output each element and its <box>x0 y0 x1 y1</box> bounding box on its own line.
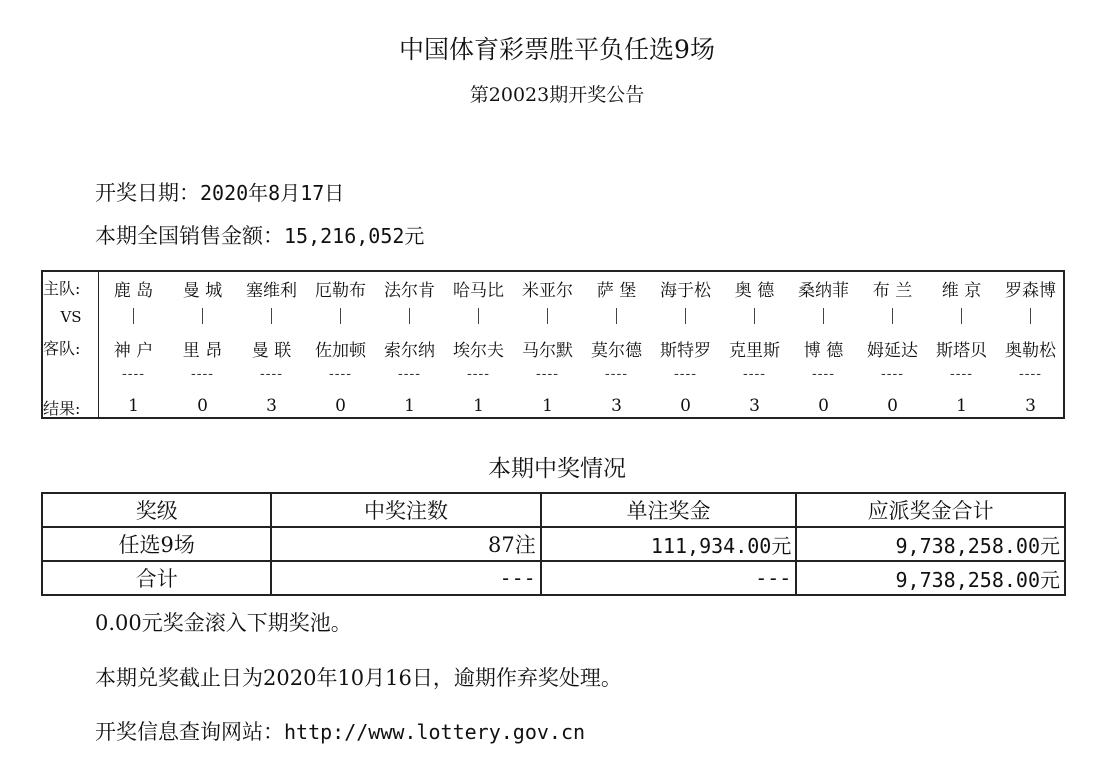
away-row-label: 客队: <box>43 339 81 358</box>
home-team: 海于松 <box>660 281 711 301</box>
match-column <box>168 272 237 417</box>
website-line <box>95 716 585 746</box>
per-bet-prize: --- <box>541 561 797 595</box>
away-team: 博 德 <box>803 341 844 361</box>
dash-separator: ---- <box>743 366 766 382</box>
home-team: 塞维利 <box>246 281 297 301</box>
vs-separator-bar <box>133 308 134 324</box>
vs-separator-bar <box>547 308 548 324</box>
dash-separator: ---- <box>536 366 559 382</box>
website-label: 开奖信息查询网站： <box>95 720 284 744</box>
home-team: 奥 德 <box>734 281 775 301</box>
match-result: 1 <box>128 396 139 416</box>
vs-separator-bar <box>409 308 410 324</box>
home-team: 法尔肯 <box>384 281 435 301</box>
vs-separator-bar <box>1030 308 1031 324</box>
dash-separator: ---- <box>1019 366 1042 382</box>
vs-marker <box>306 308 375 328</box>
prize-table <box>41 492 1066 596</box>
rollover-note: 0.00元奖金滚入下期奖池。 <box>95 611 352 635</box>
match-column <box>651 272 720 417</box>
vs-separator-bar <box>754 308 755 324</box>
vs-marker <box>168 308 237 328</box>
away-team: 神 户 <box>113 341 154 361</box>
match-result: 0 <box>887 396 898 416</box>
dash-separator: ---- <box>329 366 352 382</box>
per-bet-prize: 111,934.00元 <box>541 527 797 561</box>
home-team: 布 兰 <box>872 281 913 301</box>
away-team: 曼 联 <box>251 341 292 361</box>
prize-heading: 本期中奖情况 <box>488 456 626 482</box>
match-column <box>237 272 306 417</box>
vs-marker <box>237 308 306 328</box>
match-result: 3 <box>611 396 622 416</box>
match-result: 0 <box>818 396 829 416</box>
home-team: 罗森博 <box>1005 281 1056 301</box>
prize-level: 合计 <box>42 561 271 595</box>
col-header-total: 应派奖金合计 <box>796 493 1065 527</box>
home-team: 厄勒布 <box>315 281 366 301</box>
dash-separator: ---- <box>398 366 421 382</box>
match-result: 3 <box>266 396 277 416</box>
draw-date-label: 开奖日期： <box>95 181 200 205</box>
away-team: 马尔默 <box>522 341 573 361</box>
away-team: 克里斯 <box>729 341 780 361</box>
vs-row-label: VS <box>60 308 82 326</box>
sales-line <box>95 220 424 250</box>
dash-separator: ---- <box>191 366 214 382</box>
match-result: 0 <box>197 396 208 416</box>
page-title: 中国体育彩票胜平负任选9场 <box>399 35 715 64</box>
draw-date-line <box>95 177 344 207</box>
website-link[interactable]: http://www.lottery.gov.cn <box>284 720 586 744</box>
table-row <box>42 561 1065 595</box>
match-row-labels <box>43 272 99 417</box>
match-result: 1 <box>542 396 553 416</box>
match-result: 3 <box>1025 396 1036 416</box>
table-row <box>42 527 1065 561</box>
match-result: 0 <box>680 396 691 416</box>
vs-marker <box>789 308 858 328</box>
home-team: 米亚尔 <box>522 281 573 301</box>
vs-marker <box>99 308 168 328</box>
vs-separator-bar <box>616 308 617 324</box>
match-column <box>375 272 444 417</box>
vs-marker <box>375 308 444 328</box>
match-column <box>99 272 168 417</box>
match-column <box>858 272 927 417</box>
match-column <box>444 272 513 417</box>
home-team: 桑纳菲 <box>798 281 849 301</box>
match-result: 1 <box>473 396 484 416</box>
match-column <box>789 272 858 417</box>
deadline-note: 本期兑奖截止日为2020年10月16日，逾期作弃奖处理。 <box>95 666 622 690</box>
match-column <box>996 272 1065 417</box>
vs-marker <box>651 308 720 328</box>
col-header-level: 奖级 <box>42 493 271 527</box>
away-team: 奥勒松 <box>1005 341 1056 361</box>
total-prize: 9,738,258.00元 <box>796 527 1065 561</box>
vs-marker <box>720 308 789 328</box>
dash-separator: ---- <box>674 366 697 382</box>
away-team: 里 昂 <box>182 341 223 361</box>
vs-marker <box>996 308 1065 328</box>
vs-separator-bar <box>478 308 479 324</box>
issue-subtitle: 第20023期开奖公告 <box>469 84 645 106</box>
match-column <box>582 272 651 417</box>
vs-separator-bar <box>340 308 341 324</box>
match-table <box>41 270 1065 419</box>
draw-date-value: 2020年8月17日 <box>200 181 345 205</box>
dash-separator: ---- <box>881 366 904 382</box>
dash-separator: ---- <box>260 366 283 382</box>
home-row-label: 主队: <box>43 279 81 298</box>
vs-marker <box>513 308 582 328</box>
match-result: 1 <box>404 396 415 416</box>
total-prize: 9,738,258.00元 <box>796 561 1065 595</box>
dash-separator: ---- <box>950 366 973 382</box>
winning-count: --- <box>271 561 540 595</box>
vs-separator-bar <box>892 308 893 324</box>
match-result: 0 <box>335 396 346 416</box>
result-row-label: 结果: <box>43 399 81 418</box>
vs-separator-bar <box>271 308 272 324</box>
match-column <box>513 272 582 417</box>
vs-separator-bar <box>202 308 203 324</box>
away-team: 斯塔贝 <box>936 341 987 361</box>
away-team: 莫尔德 <box>591 341 642 361</box>
prize-level: 任选9场 <box>42 527 271 561</box>
vs-marker <box>927 308 996 328</box>
sales-label: 本期全国销售金额： <box>95 224 284 248</box>
away-team: 索尔纳 <box>384 341 435 361</box>
col-header-count: 中奖注数 <box>271 493 540 527</box>
winning-count: 87注 <box>271 527 540 561</box>
match-column <box>306 272 375 417</box>
sales-value: 15,216,052元 <box>284 224 425 248</box>
dash-separator: ---- <box>605 366 628 382</box>
vs-marker <box>582 308 651 328</box>
away-team: 斯特罗 <box>660 341 711 361</box>
match-column <box>927 272 996 417</box>
home-team: 萨 堡 <box>596 281 637 301</box>
away-team: 埃尔夫 <box>453 341 504 361</box>
match-column <box>720 272 789 417</box>
away-team: 姆延达 <box>867 341 918 361</box>
vs-separator-bar <box>685 308 686 324</box>
home-team: 鹿 岛 <box>113 281 154 301</box>
home-team: 曼 城 <box>182 281 223 301</box>
vs-marker <box>444 308 513 328</box>
prize-header-row <box>42 493 1065 527</box>
home-team: 维 京 <box>941 281 982 301</box>
match-result: 3 <box>749 396 760 416</box>
vs-separator-bar <box>823 308 824 324</box>
vs-separator-bar <box>961 308 962 324</box>
col-header-per-bet: 单注奖金 <box>541 493 797 527</box>
dash-separator: ---- <box>122 366 145 382</box>
home-team: 哈马比 <box>453 281 504 301</box>
dash-separator: ---- <box>467 366 490 382</box>
match-result: 1 <box>956 396 967 416</box>
dash-separator: ---- <box>812 366 835 382</box>
away-team: 佐加顿 <box>315 341 366 361</box>
vs-marker <box>858 308 927 328</box>
